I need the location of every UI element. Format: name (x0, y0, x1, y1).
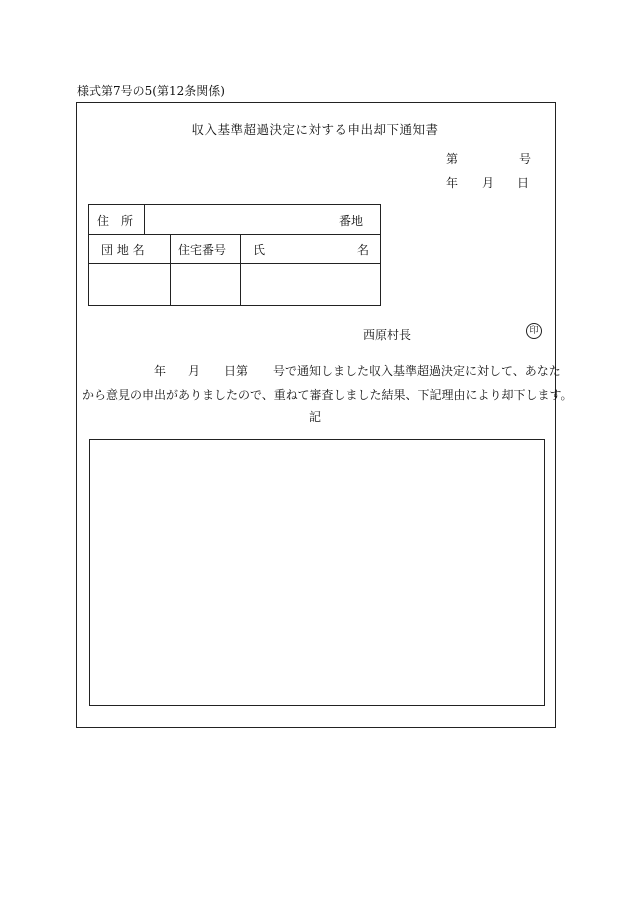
banchi-label: 番地 (339, 214, 364, 228)
body-month: 月 (188, 364, 201, 378)
table-divider (170, 234, 171, 305)
table-divider (89, 234, 380, 235)
name-label-right: 名 (357, 243, 370, 257)
body-rest: 号で通知しました収入基準超過決定に対して、あなた (273, 364, 561, 378)
document-title: 収入基準超過決定に対する申出却下通知書 (191, 122, 439, 137)
reason-box (89, 439, 545, 706)
address-label: 住 所 (97, 214, 134, 228)
ki-heading: 記 (308, 410, 321, 424)
body-day: 日第 (224, 364, 249, 378)
table-divider (89, 263, 380, 264)
body-year: 年 (154, 364, 167, 378)
housing-number-label: 住宅番号 (178, 243, 227, 257)
name-label-left: 氏 (253, 243, 266, 257)
date-day: 日 (517, 176, 530, 190)
seal-icon: 印 (526, 323, 542, 339)
number-dai: 第 (446, 152, 459, 166)
table-divider (144, 205, 145, 234)
date-year: 年 (446, 176, 459, 190)
danchi-name-label: 団 地 名 (101, 243, 145, 257)
address-table (88, 204, 381, 306)
body-line-2: から意見の申出がありましたので、重ねて審査しました結果、下記理由により却下します。 (82, 388, 573, 402)
body-line-1 (154, 362, 561, 379)
table-divider (240, 234, 241, 305)
mayor-title: 西原村長 (363, 328, 412, 342)
form-label: 様式第7号の5(第12条関係) (77, 84, 225, 98)
number-go: 号 (519, 152, 532, 166)
date-month: 月 (482, 176, 495, 190)
